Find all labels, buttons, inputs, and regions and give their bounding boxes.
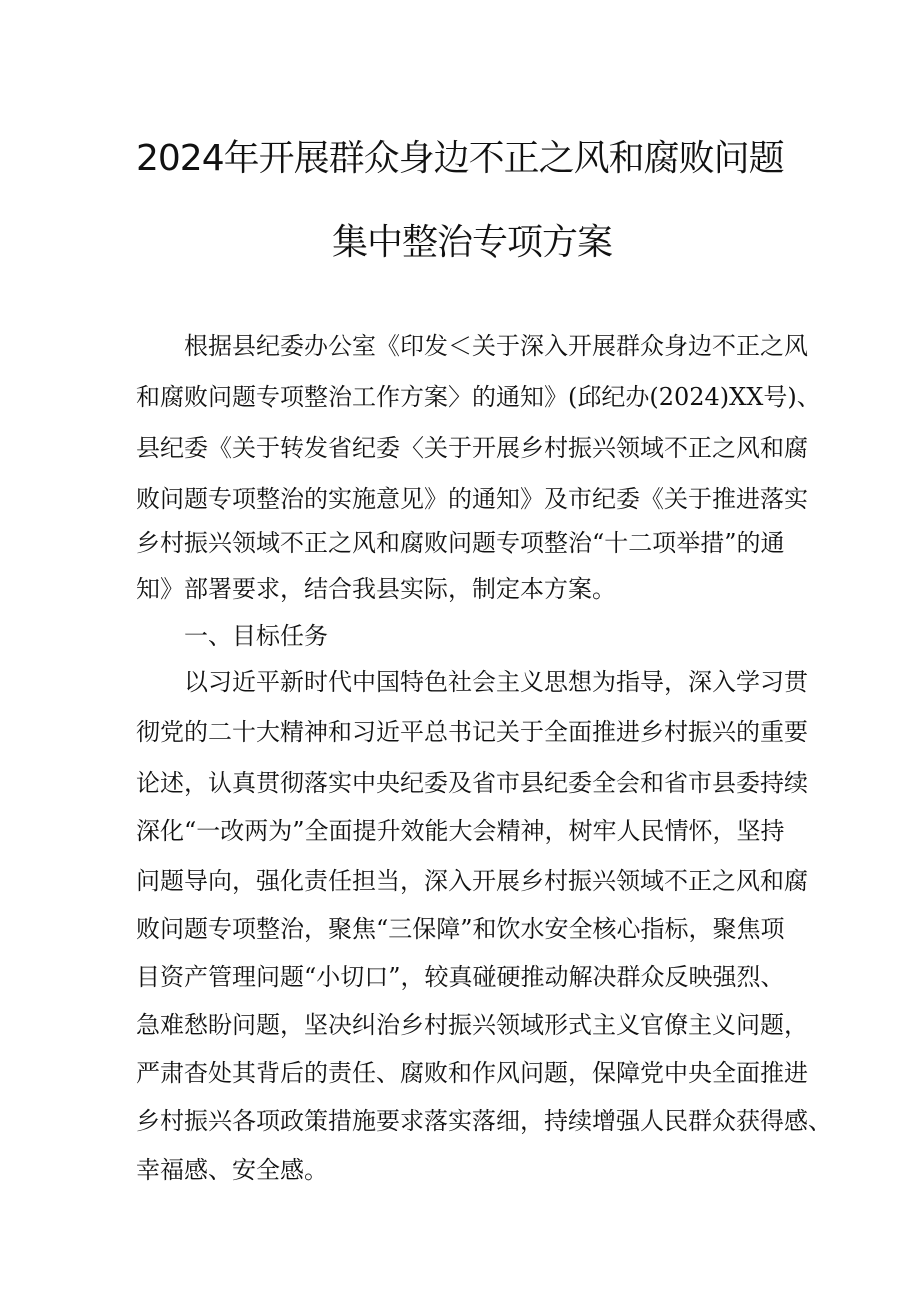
intro-line-6: 知》部署要求，结合我县实际，制定本方案。 [136,575,616,603]
section1-line-10: 乡村振兴各项政策措施要求落实落细，持续增强人民群众获得感、 [136,1107,832,1135]
section1-line-1: 以习近平新时代中国特色社会主义思想为指导，深入学习贯 [184,668,808,696]
intro-line-2: 和腐败问题专项整治工作方案〉的通知》(邱纪办(2024)XX号)、 [136,383,821,411]
section1-line-9: 严肃杳处其背后的责任、腐败和作风问题，保障党中央全面推进 [136,1059,808,1087]
document-title-line-2: 集中整治专项方案 [332,222,613,263]
intro-line-3: 县纪委《关于转发省纪委〈关于开展乡村振兴领域不正之风和腐 [136,434,808,462]
section1-line-2: 彻党的二十大精神和习近平总书记关于全面推进乡村振兴的重要 [136,718,808,746]
section1-line-4: 深化“一改两为”全面提升效能大会精神，树牢人民情怀，坚持 [136,817,785,845]
section1-line-3: 论述，认真贯彻落实中央纪委及省市县纪委全会和省市县委持续 [136,769,808,797]
section1-line-5: 问题导向，强化责任担当，深入开展乡村振兴领域不正之风和腐 [136,867,808,895]
section1-line-6: 败问题专项整治，聚焦“三保障”和饮水安全核心指标，聚焦项 [136,915,785,943]
document-title-line-1: 2024年开展群众身边不正之风和腐败问题 [136,138,784,179]
intro-line-5: 乡村振兴领域不正之风和腐败问题专项整治“十二项举措”的通 [136,529,785,557]
section1-line-8: 急难愁盼问题，坚决纠治乡村振兴领域形式主义官僚主义问题， [136,1011,808,1039]
intro-line-1: 根据县纪委办公室《印发＜关于深入开展群众身边不正之风 [184,332,808,360]
section1-line-11: 幸福感、安全感。 [136,1156,328,1184]
section-heading-goals: 一、目标任务 [184,622,328,650]
intro-line-4: 败问题专项整治的实施意见》的通知》及市纪委《关于推进落实 [136,485,808,513]
section1-line-7: 目资产管理问题“小切口”，较真碰硬推动解决群众反映强烈、 [136,963,785,991]
